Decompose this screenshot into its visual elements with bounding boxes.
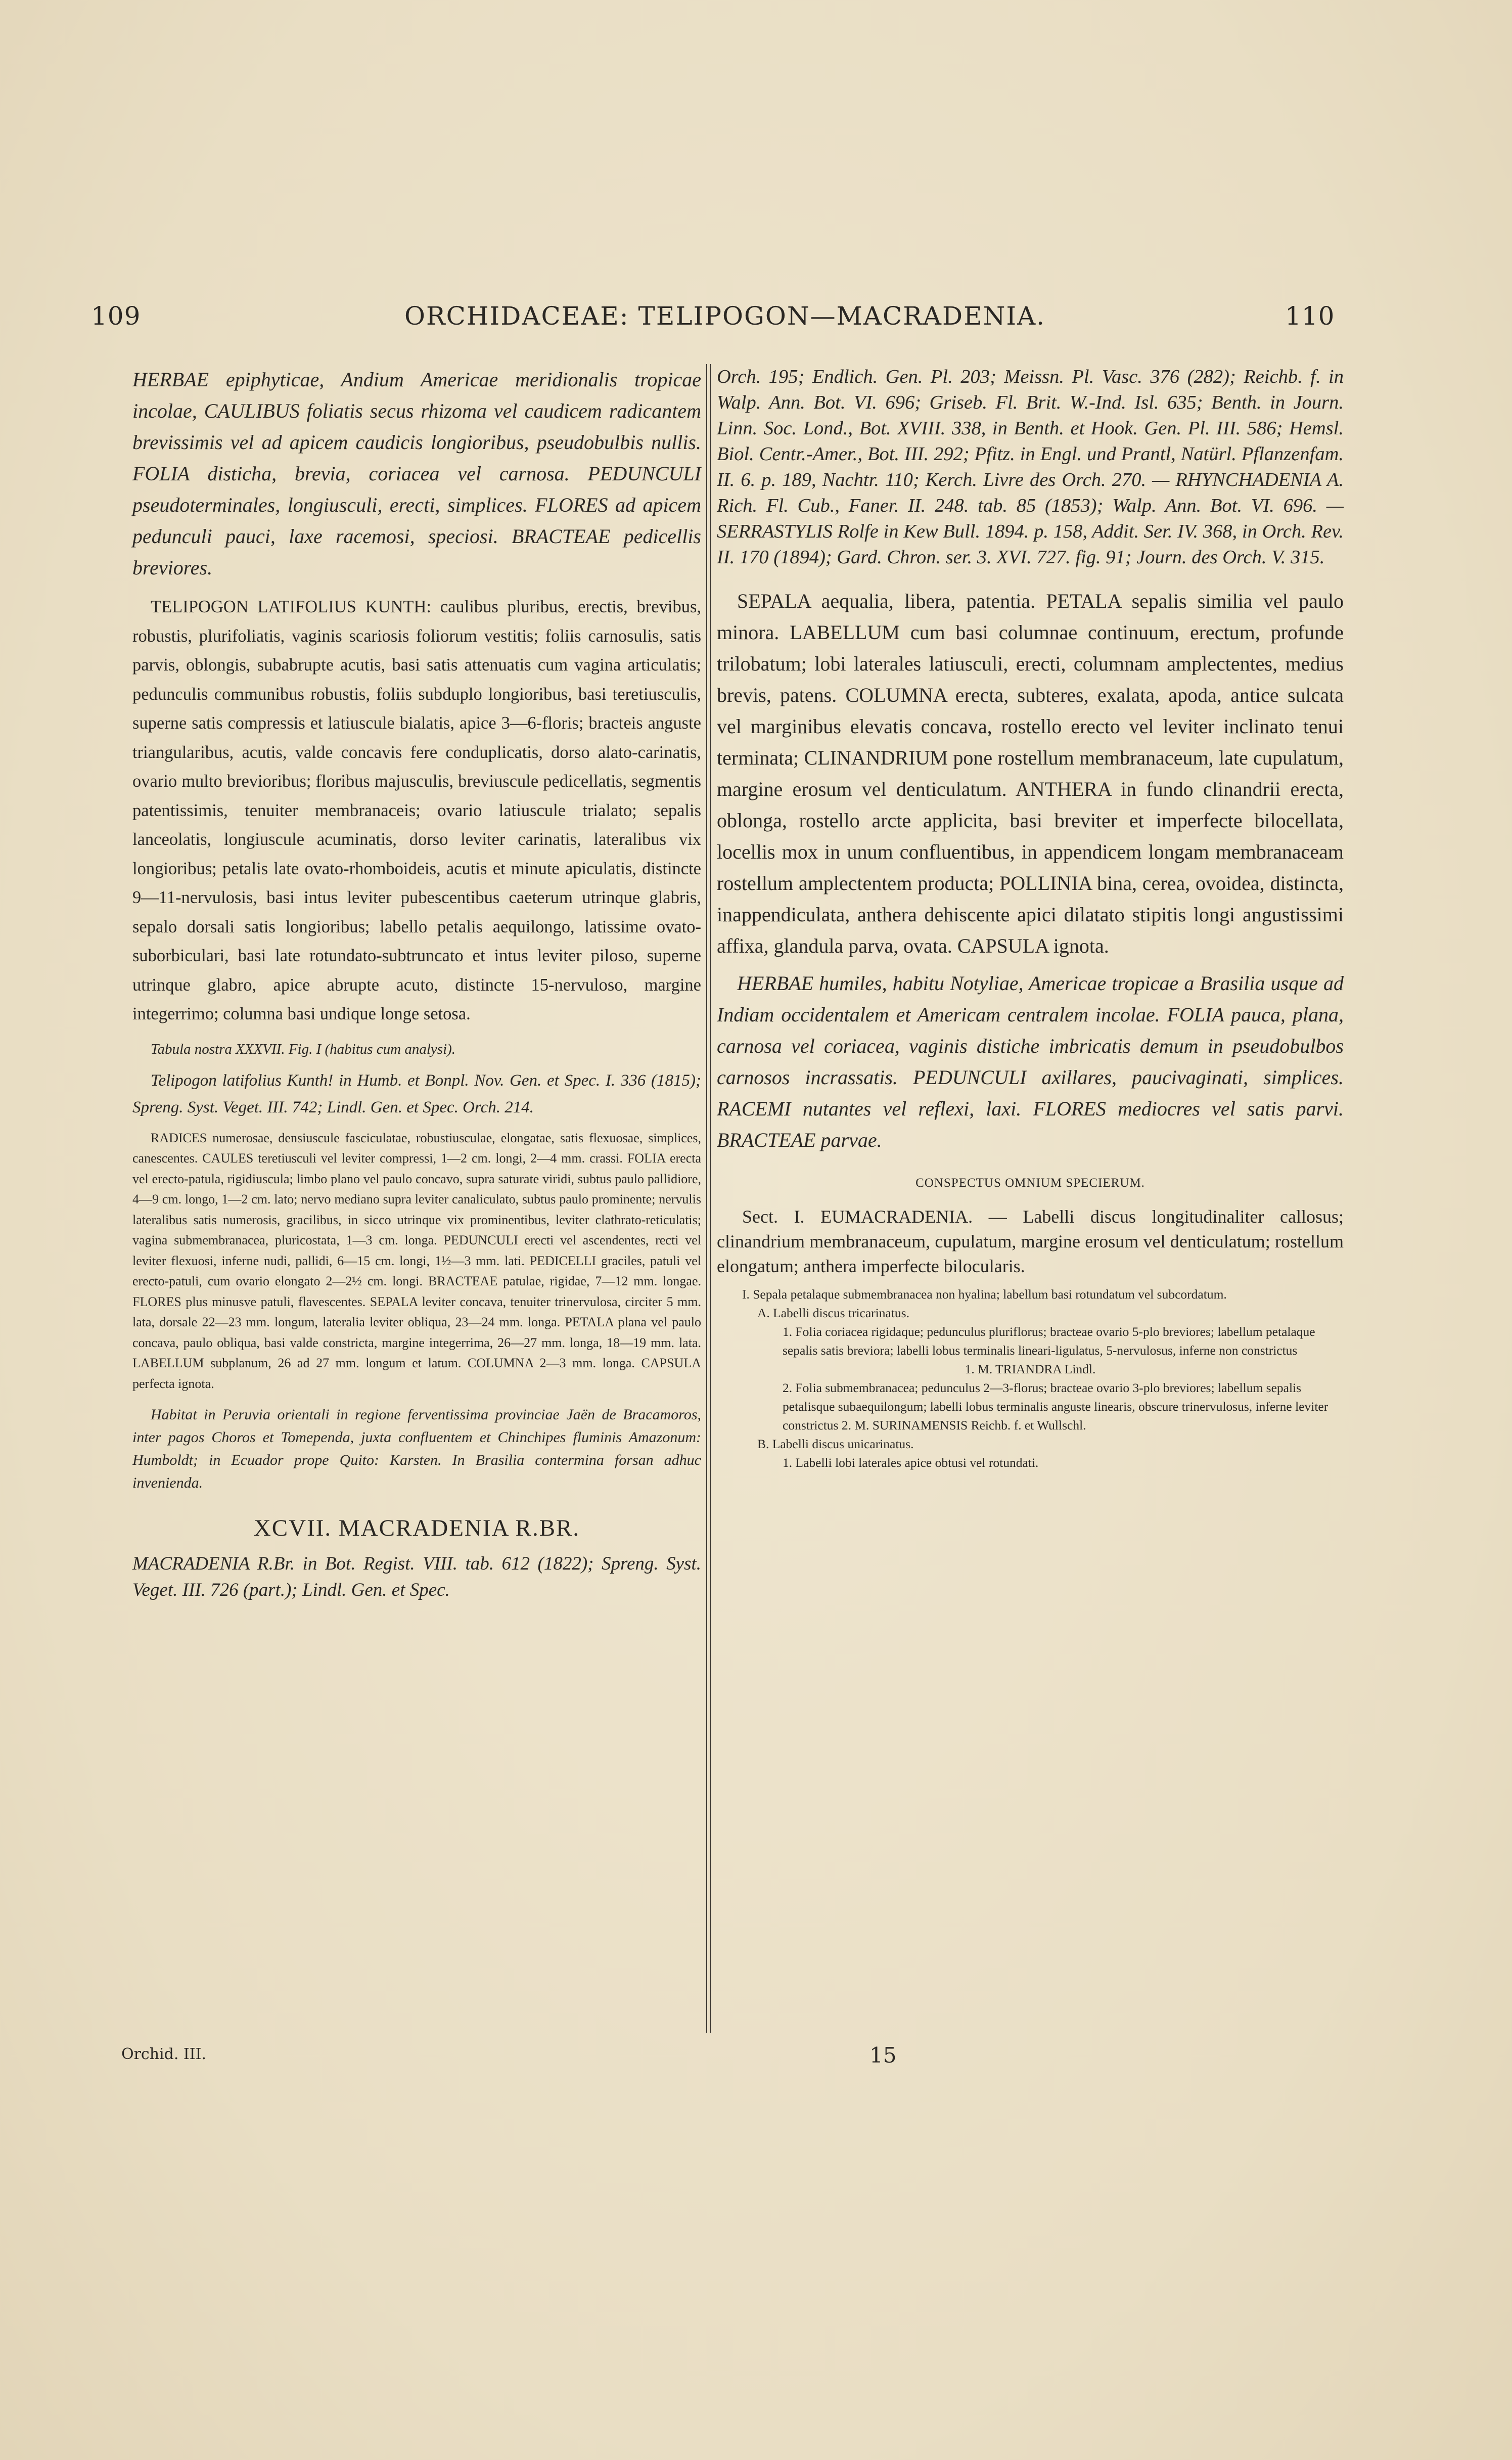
- genus-description: SEPALA aequalia, libera, patentia. PETALA sepalis similia vel paulo minora. LABELLUM cum basi columnae continuum, erectum, profunde trilobatum; lobi laterales latiusculi, erecti, columnam amplectentes, medius brevis, patens. COLUMNA erecta, subteres, exalata, apoda, antice sulcata vel marginibus elevatis concava, rostello erecto vel leviter inclinato tenui terminata; CLINANDRIUM pone rostellum membranaceum, late cupulatum, margine erosum vel denticulatum. ANTHERA in fundo clinandrii erecta, oblonga, rostello arcte applicita, basi breviter et imperfecte bilocellata, locellis mox in unum confluentibus, in appendicem longam membranaceam rostellum amplectentem producta; POLLINIA bina, cerea, ovoidea, distincta, inappendiculata, anthera dehiscente apici dilatato stipitis longi angustissimi affixa, glandula parva, ovata. CAPSULA ignota.: [717, 590, 1344, 957]
- genus-heading: XCVII. MACRADENIA R.BR.: [253, 1515, 580, 1541]
- key-entry: B. Labelli discus unicarinatus.: [757, 1437, 914, 1451]
- species-key: [717, 1285, 1344, 1472]
- conspectus-heading: CONSPECTUS OMNIUM SPECIERUM.: [915, 1176, 1145, 1190]
- species-citation: Telipogon latifolius Kunth! in Humb. et Bonpl. Nov. Gen. et Spec. I. 336 (1815); Spreng. Syst. Veget. III. 742; Lindl. Gen. et Spec. Orch. 214.: [132, 1071, 701, 1116]
- running-title: ORCHIDACEAE: TELIPOGON—MACRADENIA.: [404, 301, 1046, 331]
- species-detail-description: RADICES numerosae, densiuscule fasciculatae, robustiusculae, elongatae, satis flexuosae, simplices, canescentes. CAULES teretiusculi vel leviter compressi, 1—2 cm. longi, 2—4 mm. crassi. FOLIA erecta vel erecto-patula, rigidiuscula; limbo plano vel paulo concavo, supra saturate viridi, subtus paulo pallidiore, 4—9 cm. longo, 1—2 cm. lato; nervo mediano supra leviter canaliculato, subtus paulo prominente; nervulis lateralibus satis numerosis, gracilibus, in sicco utrinque vix prominentibus, leviter clathrato-reticulatis; vagina submembranacea, pluricostata, 1—3 cm. longa. PEDUNCULI erecti vel ascendentes, recti vel leviter flexuosi, inferne nudi, pallidi, 6—15 cm. longi, 1½—3 mm. lati. PEDICELLI graciles, patuli vel erecto-patuli, cum ovario elongato 2—2½ cm. longi. BRACTEAE patulae, rigidae, 7—12 mm. longae. FLORES plus minusve patuli, flavescentes. SEPALA leviter concava, tenuiter trinervulosa, circiter 5 mm. lata, dorsale 22—23 mm. longum, lateralia leviter obliqua, 23—24 mm. longa. PETALA plana vel paulo concava, paulo obliqua, basi valde constricta, margine integerrima, 26—27 mm. longa, 18—19 mm. lata. LABELLUM subplanum, 26 ad 27 mm. longum et latum. COLUMNA 2—3 mm. longa. CAPSULA perfecta ignota.: [132, 1130, 701, 1391]
- genus-citation: MACRADENIA R.Br. in Bot. Regist. VIII. tab. 612 (1822); Spreng. Syst. Veget. III. 726 (part.); Lindl. Gen. et Spec.: [132, 1553, 701, 1600]
- key-entry: 1. Labelli lobi laterales apice obtusi vel rotundati.: [783, 1455, 1039, 1470]
- key-entry: A. Labelli discus tricarinatus.: [757, 1306, 909, 1320]
- key-entry: 2. Folia submembranacea; pedunculus 2—3-florus; bracteae ovario 3-plo breviores; labellum sepalis petalisque subaequilongum; labelli lobus terminalis anguste linearis, obscure trinervulosus, inferne leviter constrictus 2. M. SURINAMENSIS Reichb. f. et Wullschl.: [783, 1380, 1328, 1433]
- plate-reference: Tabula nostra XXXVII. Fig. I (habitus cum analysi).: [151, 1041, 456, 1057]
- genus-habit-paragraph: HERBAE epiphyticae, Andium Americae meridionalis tropicae incolae, CAULIBUS foliatis secus rhizoma vel caudicem radicantem brevissimis vel ad apicem caudicis longioribus, pseudobulbis nullis. FOLIA disticha, brevia, coriacea vel carnosa. PEDUNCULI pseudoterminales, longiusculi, erecti, simplices. FLORES ad apicem pedunculi pauci, laxe racemosi, speciosi. BRACTEAE pedicellis breviores.: [132, 368, 701, 579]
- page-number-right: 110: [1285, 301, 1335, 331]
- page-number-left: 109: [91, 301, 141, 331]
- signature-number: 15: [869, 2043, 897, 2068]
- left-column: [132, 364, 701, 1611]
- genus-references: Orch. 195; Endlich. Gen. Pl. 203; Meissn. Pl. Vasc. 376 (282); Reichb. f. in Walp. Ann. Bot. VI. 696; Griseb. Fl. Brit. W.-Ind. Isl. 635; Benth. in Journ. Linn. Soc. Lond., Bot. XVIII. 338, in Benth. et Hook. Gen. Pl. III. 586; Hemsl. Biol. Centr.-Amer., Bot. III. 292; Pfitz. in Engl. und Prantl, Natürl. Pflanzenfam. II. 6. p. 189, Nachtr. 110; Kerch. Livre des Orch. 270. — RHYNCHADENIA A. Rich. Fl. Cub., Faner. II. 248. tab. 85 (1853); Walp. Ann. Bot. VI. 696. — SERRASTYLIS Rolfe in Kew Bull. 1894. p. 158, Addit. Ser. IV. 368, in Orch. Rev. II. 170 (1894); Gard. Chron. ser. 3. XVI. 727. fig. 91; Journ. des Orch. V. 315.: [717, 366, 1344, 568]
- signature-mark: Orchid. III.: [121, 2045, 207, 2063]
- right-column: [717, 364, 1344, 1472]
- section-description: Sect. I. EUMACRADENIA. — Labelli discus longitudinaliter callosus; clinandrium membranaceum, cupulatum, margine erosum vel denticulatum; rostellum elongatum; anthera imperfecte bilocularis.: [717, 1206, 1344, 1276]
- habitat-paragraph: Habitat in Peruvia orientali in regione ferventissima provinciae Jaën de Bracamoros, inter pagos Choros et Tomependa, juxta confluentem et Chinchipes fluminis Amazonum: Humboldt; in Ecuador prope Quito: Karsten. In Brasilia contermina forsan adhuc invenienda.: [132, 1406, 701, 1491]
- species-description: TELIPOGON LATIFOLIUS KUNTH: caulibus pluribus, erectis, brevibus, robustis, plurifoliatis, vaginis scariosis foliorum vestitis; foliis carnosulis, satis parvis, oblongis, subabrupte acutis, basi satis attenuatis cum vagina articulatis; pedunculis communibus robustis, foliis subduplo longioribus, basi teretiusculis, superne satis compressis et latiuscule bialatis, apice 3—6-floris; bracteis anguste triangularibus, acutis, valde concavis fere conduplicatis, dorso alato-carinatis, ovario multo brevioribus; floribus majusculis, breviuscule pedicellatis, segmentis patentissimis, tenuiter membranaceis; ovario latiuscule trialato; sepalis lanceolatis, longiuscule acuminatis, dorso leviter carinatis, lateralibus vix longioribus; petalis late ovato-rhomboideis, acutis et minute apiculatis, distincte 9—11-nervulosis, basi intus leviter pubescentibus caeterum utrinque glabris, sepalo dorsali satis longioribus; labello petalis aequilongo, latissime ovato-suborbiculari, basi late rotundato-subtruncato et intus leviter piloso, superne utrinque glabro, apice abrupte acuto, distincte 15-nervuloso, margine integerrimo; columna basi undique longe setosa.: [132, 597, 701, 1023]
- column-divider: [706, 364, 711, 2033]
- key-entry: I. Sepala petalaque submembranacea non hyalina; labellum basi rotundatum vel subcordatum.: [742, 1287, 1227, 1302]
- key-entry: 1. Folia coriacea rigidaque; pedunculus pluriflorus; bracteae ovario 5-plo breviores; labellum petalaque sepalis satis breviora; labelli lobus terminalis lineari-ligulatus, 5-nervulosus, inferne non constrictus: [783, 1324, 1315, 1358]
- key-species: 1. M. TRIANDRA Lindl.: [965, 1362, 1096, 1376]
- genus-habit-paragraph-right: HERBAE humiles, habitu Notyliae, Americae tropicae a Brasilia usque ad Indiam occidentalem et Americam centralem incolae. FOLIA pauca, plana, carnosa vel coriacea, vaginis distiche imbricatis demum in pseudobulbos carnosos incrassatis. PEDUNCULI axillares, paucivaginati, simplices. RACEMI nutantes vel reflexi, laxi. FLORES mediocres vel satis parvi. BRACTEAE parvae.: [717, 972, 1344, 1151]
